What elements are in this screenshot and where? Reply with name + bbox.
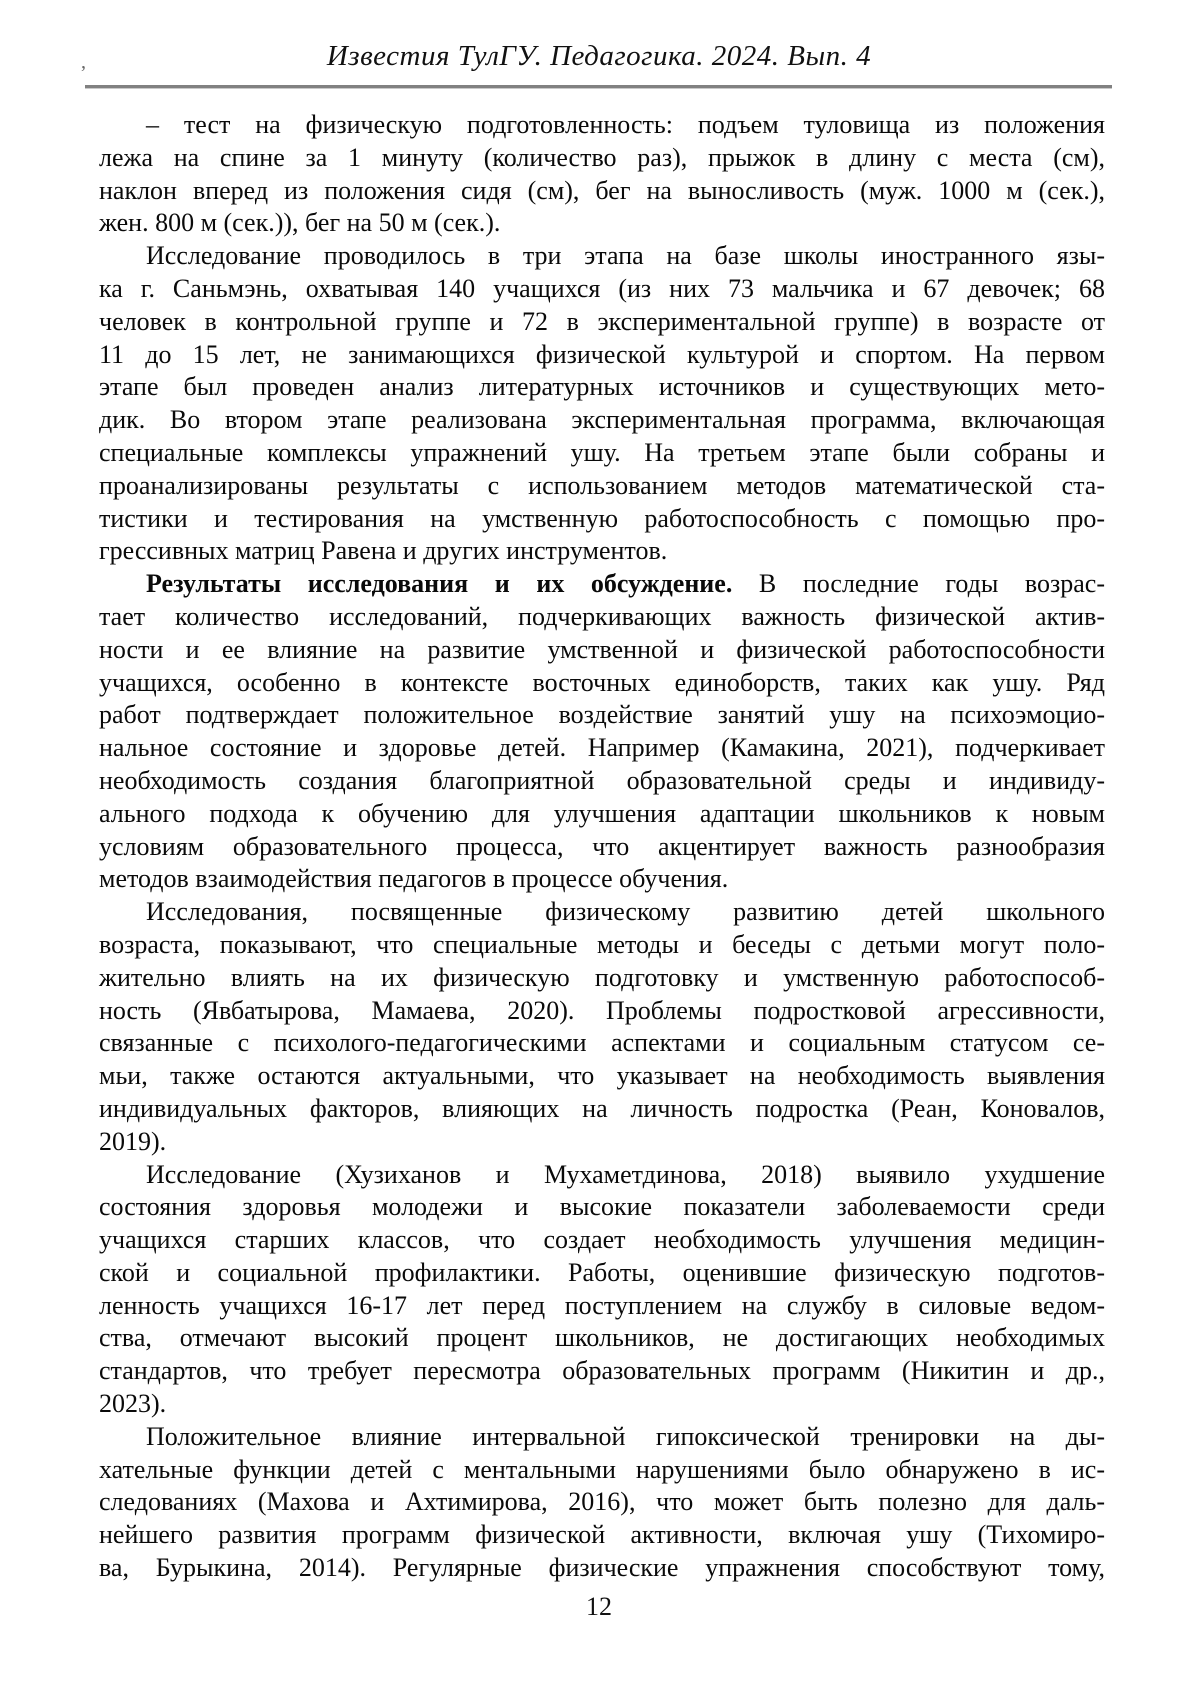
text-run: В последние годы возрас- <box>732 569 1105 599</box>
text-run: учащихся старших классов, что создает необходимость улучшения медицин- <box>99 1225 1105 1255</box>
text-run: ства, отмечают высокий процент школьников, не достигающих необходимых <box>99 1323 1105 1353</box>
text-line <box>99 371 1105 404</box>
text-line <box>99 1257 1105 1290</box>
text-line <box>99 437 1105 470</box>
text-run: индивидуальных факторов, влияющих на личность подростка (Реан, Коновалов, <box>99 1093 1105 1123</box>
text-line <box>99 732 1105 765</box>
paragraph <box>99 1421 1105 1585</box>
text-run: этапе был проведен анализ литературных источников и существующих мето- <box>99 372 1105 402</box>
text-run: мьи, также остаются актуальными, что указывает на необходимость выявления <box>99 1061 1105 1091</box>
text-run: Исследования, посвященные физическому развитию детей школьного <box>146 897 1105 927</box>
text-line <box>99 1421 1105 1454</box>
text-run: лежа на спине за 1 минуту (количество раз), прыжок в длину с места (см), <box>99 142 1105 172</box>
text-line <box>99 1224 1105 1257</box>
text-line <box>99 1027 1105 1060</box>
text-run: Положительное влияние интервальной гипоксической тренировки на ды- <box>146 1421 1105 1451</box>
running-head: Известия ТулГУ. Педагогика. 2024. Вып. 4 <box>326 40 872 72</box>
text-run: стандартов, что требует пересмотра образовательных программ (Никитин и др., <box>99 1356 1105 1386</box>
text-run: ленность учащихся 16-17 лет перед поступлением на службу в силовые ведом- <box>99 1290 1105 1320</box>
text-run: Исследование проводилось в три этапа на базе школы иностранного язы- <box>146 241 1105 271</box>
scan-artifact-mark: ’ <box>80 62 87 84</box>
paragraph <box>99 568 1105 896</box>
text-line <box>99 798 1105 831</box>
text-line <box>99 207 1105 240</box>
text-run: нальное состояние и здоровье детей. Например (Камакина, 2021), подчеркивает <box>99 733 1105 763</box>
text-run: жен. 800 м (сек.)), бег на 50 м (сек.). <box>99 208 501 238</box>
text-run: ности и ее влияние на развитие умственной и физической работоспособности <box>99 634 1105 664</box>
text-line <box>99 404 1105 437</box>
text-run: грессивных матриц Равена и других инструментов. <box>99 536 668 566</box>
text-line <box>99 929 1105 962</box>
text-line <box>99 568 1105 601</box>
text-line <box>99 339 1105 372</box>
text-run: 2023). <box>99 1389 167 1419</box>
text-line <box>99 601 1105 634</box>
text-line <box>99 1322 1105 1355</box>
text-line <box>99 1388 1105 1421</box>
text-line <box>99 962 1105 995</box>
text-line <box>99 1093 1105 1126</box>
text-run: возраста, показывают, что специальные методы и беседы с детьми могут поло- <box>99 929 1105 959</box>
text-run: человек в контрольной группе и 72 в экспериментальной группе) в возрасте от <box>99 306 1105 336</box>
text-run: тистики и тестирования на умственную работоспособность с помощью про- <box>99 503 1105 533</box>
text-line <box>99 109 1105 142</box>
text-line <box>99 1519 1105 1552</box>
text-line <box>99 995 1105 1028</box>
text-run: методов взаимодействия педагогов в процессе обучения. <box>99 864 729 894</box>
text-run: следованиях (Махова и Ахтимирова, 2016), что может быть полезно для даль- <box>99 1487 1105 1517</box>
text-run: состояния здоровья молодежи и высокие показатели заболеваемости среди <box>99 1192 1105 1222</box>
article-body <box>99 109 1105 1585</box>
text-line <box>99 273 1105 306</box>
text-run: – тест на физическую подготовленность: подъем туловища из положения <box>146 110 1105 139</box>
text-line <box>99 667 1105 700</box>
text-run: проанализированы результаты с использованием методов математической ста- <box>99 470 1105 500</box>
text-line <box>99 765 1105 798</box>
text-line <box>99 1126 1105 1159</box>
text-run: Исследование (Хузиханов и Мухаметдинова, 2018) выявило ухудшение <box>146 1159 1105 1189</box>
text-line <box>99 503 1105 536</box>
text-line <box>99 831 1105 864</box>
text-line <box>99 1060 1105 1093</box>
text-line <box>99 142 1105 175</box>
text-run: дик. Во втором этапе реализована экспериментальная программа, включающая <box>99 405 1105 435</box>
text-run: ка г. Саньмэнь, охватывая 140 учащихся (из них 73 мальчика и 67 девочек; 68 <box>99 273 1105 303</box>
text-run: специальные комплексы упражнений ушу. На третьем этапе были собраны и <box>99 437 1105 467</box>
text-run: 11 до 15 лет, не занимающихся физической культурой и спортом. На первом <box>99 339 1105 369</box>
text-run: работ подтверждает положительное воздействие занятий ушу на психоэмоцио- <box>99 700 1105 730</box>
text-run: жительно влиять на их физическую подготовку и умственную работоспособ- <box>99 962 1105 992</box>
header-rule <box>85 85 1112 89</box>
text-run: 2019). <box>99 1126 167 1156</box>
paragraph <box>99 240 1105 568</box>
text-line <box>99 699 1105 732</box>
text-line <box>99 1290 1105 1323</box>
text-run: ность (Явбатырова, Мамаева, 2020). Проблемы подростковой агрессивности, <box>99 995 1105 1025</box>
text-line <box>99 175 1105 208</box>
text-line <box>99 1159 1105 1192</box>
text-line <box>99 470 1105 503</box>
page-number: 12 <box>586 1592 612 1621</box>
bold-text-run: Результаты исследования и их обсуждение. <box>146 569 733 599</box>
text-run: ской и социальной профилактики. Работы, оценившие физическую подготов- <box>99 1257 1105 1287</box>
text-run: нейшего развития программ физической активности, включая ушу (Тихомиро- <box>99 1520 1105 1550</box>
text-run: учащихся, особенно в контексте восточных единоборств, таких как ушу. Ряд <box>99 667 1105 697</box>
text-run: ва, Бурыкина, 2014). Регулярные физические упражнения способствуют тому, <box>99 1553 1105 1583</box>
text-line <box>99 896 1105 929</box>
text-run: связанные с психолого-педагогическими аспектами и социальным статусом се- <box>99 1028 1105 1058</box>
text-run: условиям образовательного процесса, что акцентирует важность разнообразия <box>99 831 1105 861</box>
text-line <box>99 634 1105 667</box>
text-line <box>99 1486 1105 1519</box>
text-line <box>99 1355 1105 1388</box>
text-line <box>99 863 1105 896</box>
text-run: ального подхода к обучению для улучшения адаптации школьников к новым <box>99 798 1105 828</box>
text-run: хательные функции детей с ментальными нарушениями было обнаружено в ис- <box>99 1454 1105 1484</box>
text-line <box>99 1454 1105 1487</box>
paragraph <box>99 896 1105 1158</box>
text-line <box>99 306 1105 339</box>
text-line <box>99 1552 1105 1585</box>
paragraph <box>99 1159 1105 1421</box>
text-run: тает количество исследований, подчеркивающих важность физической актив- <box>99 601 1105 631</box>
text-line <box>99 240 1105 273</box>
text-line <box>99 1191 1105 1224</box>
text-run: необходимость создания благоприятной образовательной среды и индивиду- <box>99 765 1105 795</box>
text-line <box>99 535 1105 568</box>
paragraph <box>99 109 1105 240</box>
text-run: наклон вперед из положения сидя (см), бег на выносливость (муж. 1000 м (сек.), <box>99 175 1105 205</box>
